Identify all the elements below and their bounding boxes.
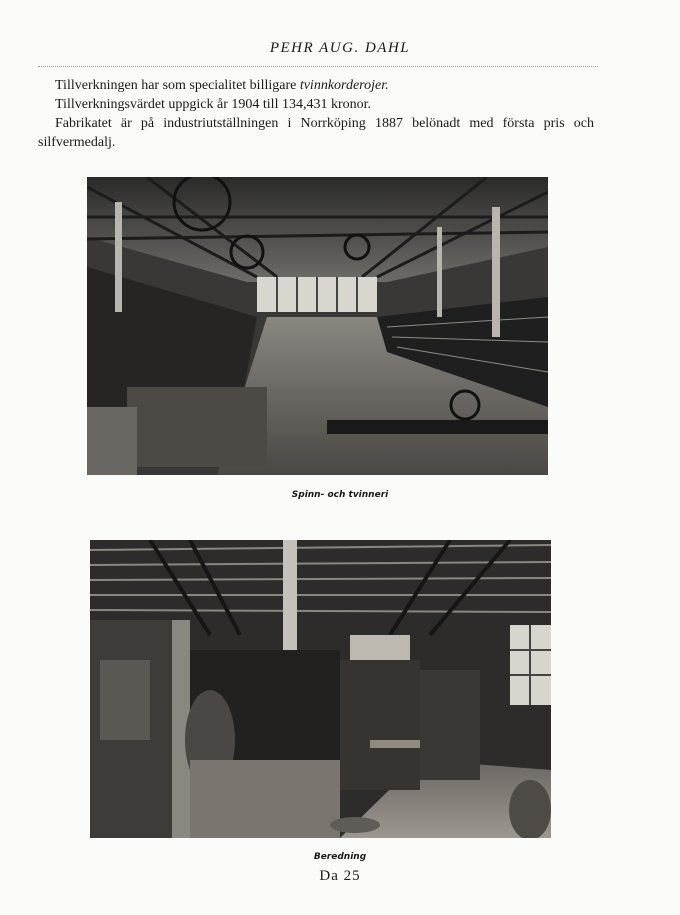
- paragraph-specialty-lead: Tillverkningen har som specialitet billigare: [55, 78, 300, 93]
- paragraph-specialty: [38, 76, 594, 95]
- paragraph-award: Fabrikatet är på industriutställningen i Norrköping 1887 belönadt med första pris och silfvermedalj.: [38, 116, 594, 150]
- caption-spinning-hall: Spinn- och tvinneri: [291, 490, 389, 500]
- paragraph-production-value: Tillverkningsvärdet uppgick år 1904 till 134,431 kronor.: [55, 97, 372, 112]
- body-text: [38, 76, 594, 152]
- paragraph-specialty-emphasis: tvinnkorderojer.: [299, 78, 389, 93]
- signature-mark: Da 25: [319, 868, 361, 884]
- photo-spinning-hall: [87, 177, 548, 475]
- header-rule: [38, 66, 598, 67]
- caption-preparation-room: Beredning: [313, 852, 367, 862]
- photo-preparation-room: [90, 540, 551, 838]
- running-title: PEHR AUG. DAHL: [269, 40, 411, 56]
